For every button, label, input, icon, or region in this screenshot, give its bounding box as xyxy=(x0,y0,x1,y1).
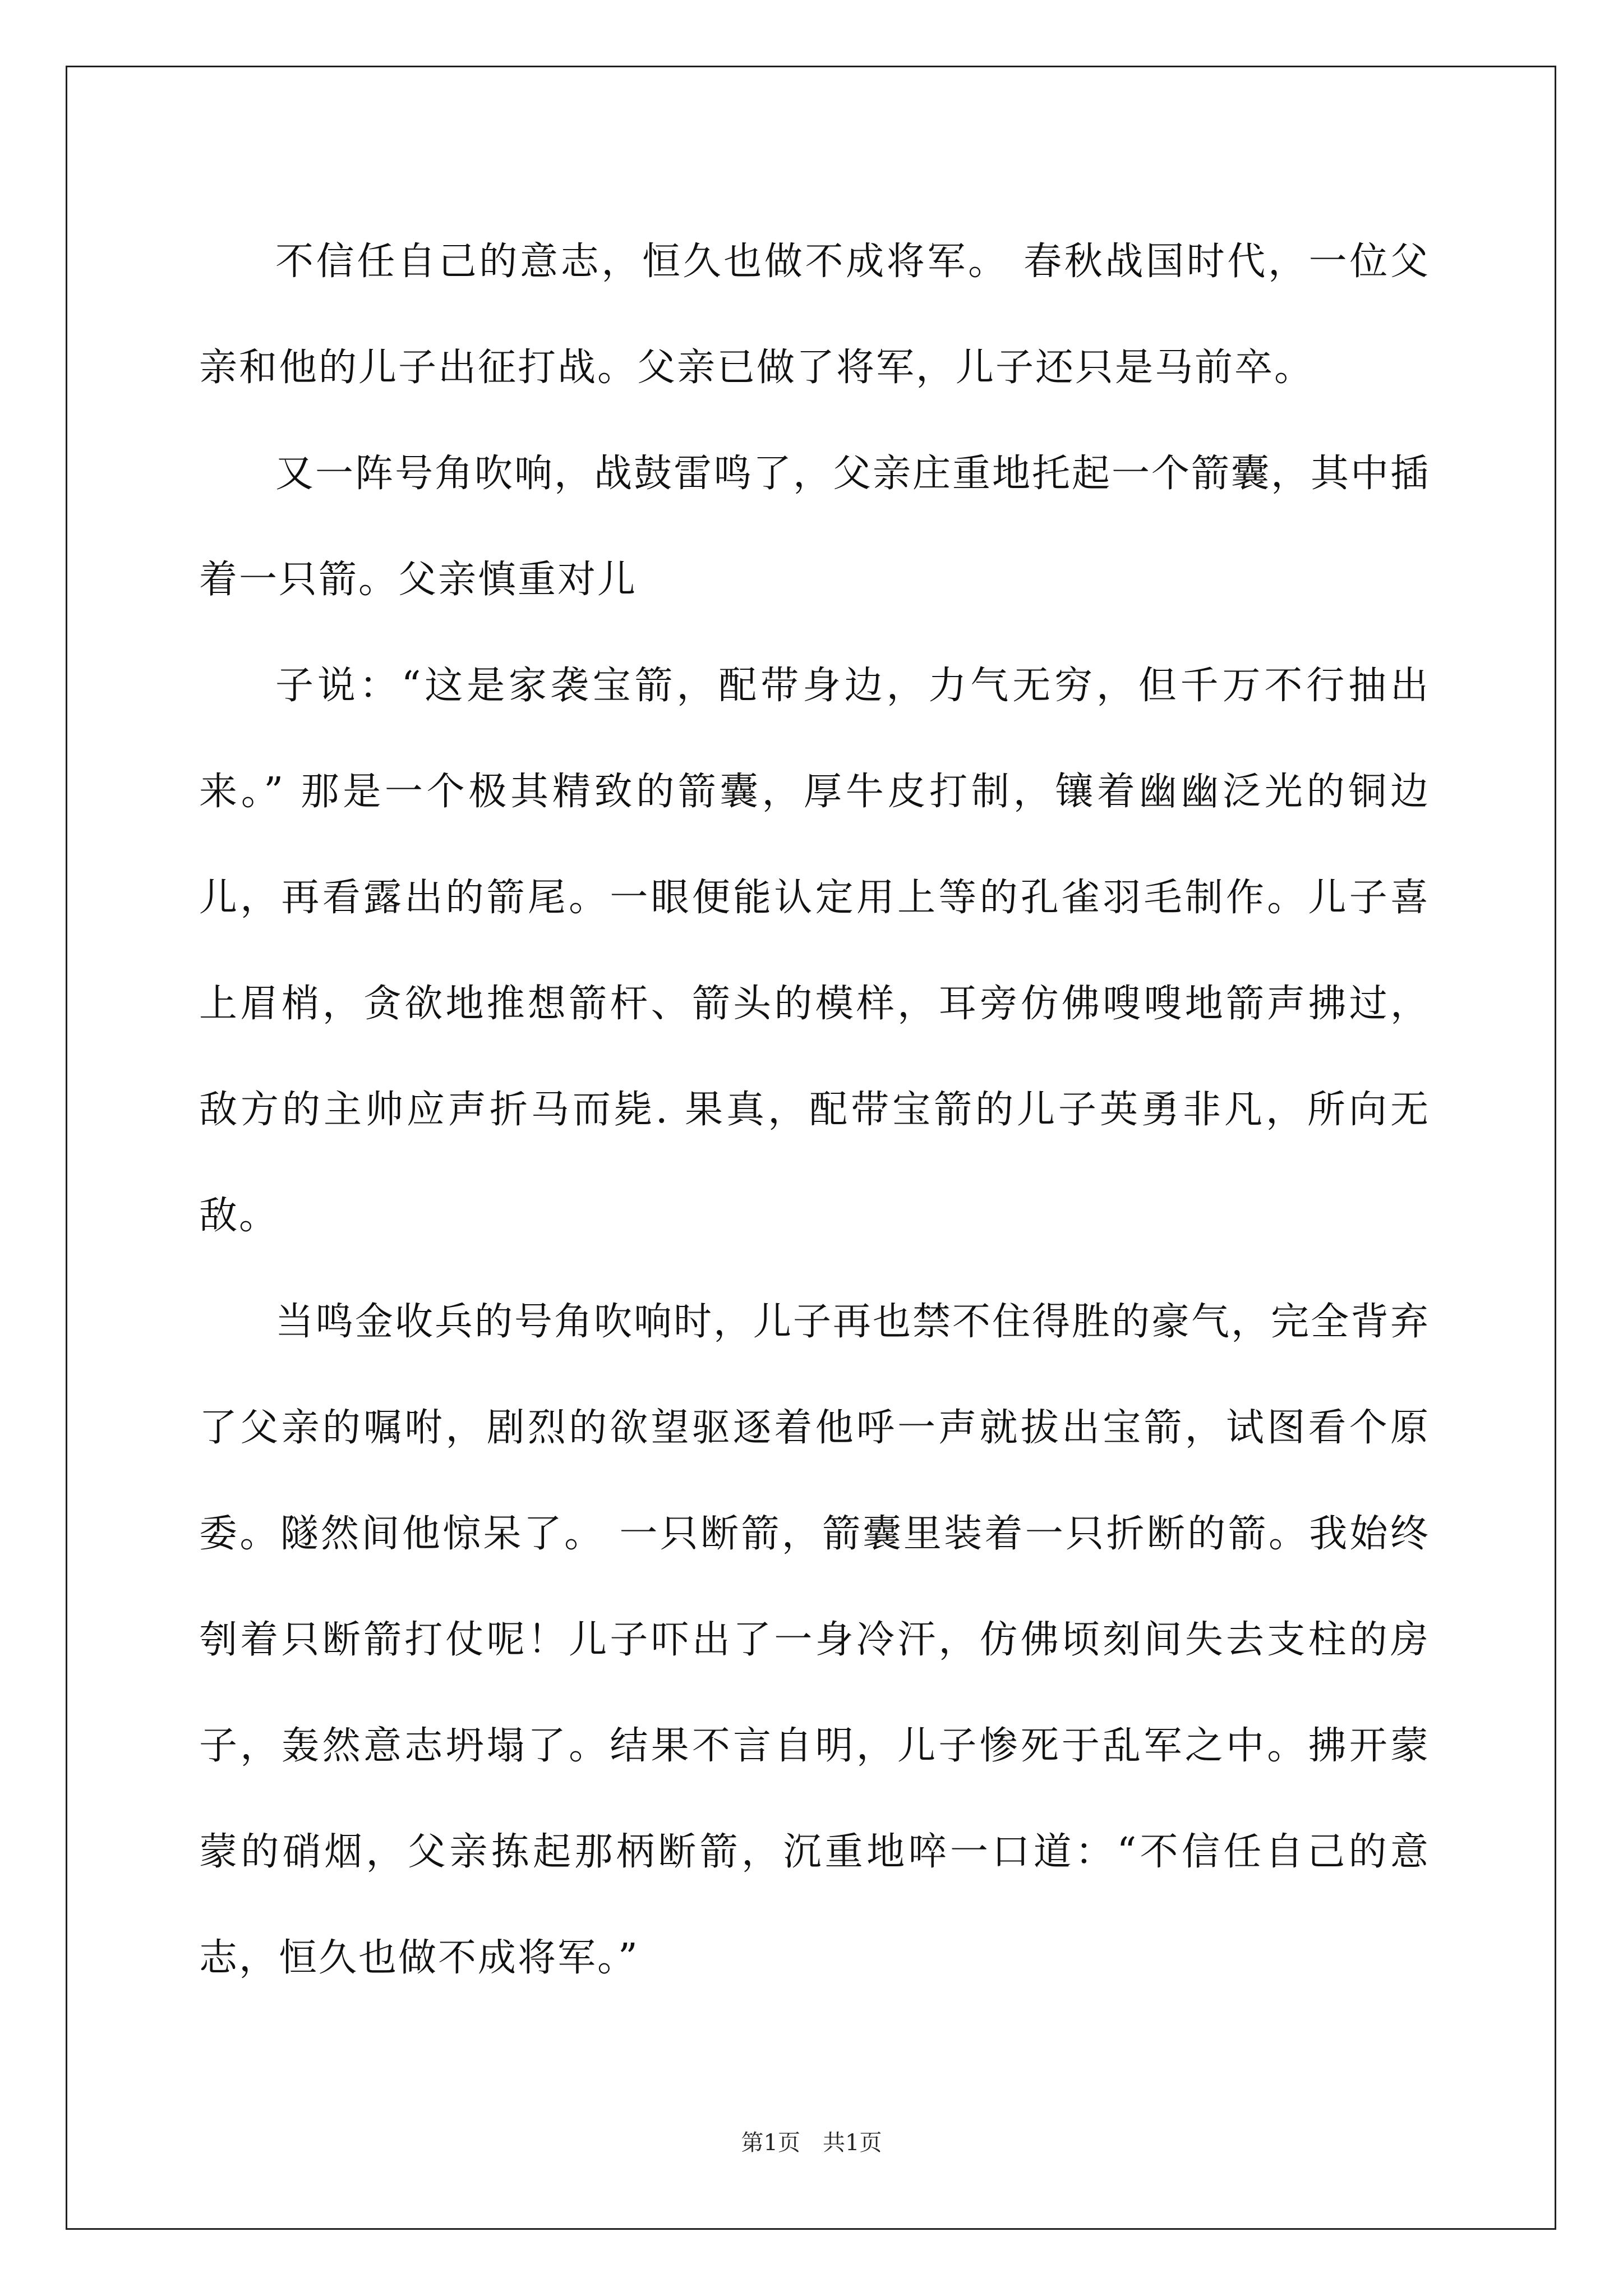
document-body xyxy=(199,209,1430,2011)
paragraph-2: 又一阵号角吹响，战鼓雷鸣了，父亲庄重地托起一个箭囊，其中插着一只箭。父亲慎重对儿 xyxy=(199,452,1431,602)
paragraph-3: 子说：“这是家袭宝箭，配带身边，力气无穷，但千万不行抽出来。” 那是一个极其精致的箭囊，厚牛皮打制，镶着幽幽泛光的铜边儿，再看露出的箭尾。一眼便能认定用上等的孔雀羽毛制作。儿子喜上眉梢，贪欲地推想箭杆、箭头的模样，耳旁仿佛嗖嗖地箭声拂过，敌方的主帅应声折马而毙. 果真，配带宝箭的儿子英勇非凡，所向无敌。 xyxy=(199,664,1430,1238)
paragraph-4: 当鸣金收兵的号角吹响时，儿子再也禁不住得胜的豪气，完全背弃了父亲的嘱咐，剧烈的欲望驱逐着他呼一声就拔出宝箭，试图看个原委。隧然间他惊呆了。 一只断箭，箭囊里装着一只折断的箭。我始终刳着只断箭打仗呢！儿子吓出了一身冷汗，仿佛顷刻间失去支柱的房子，轰然意志坍塌了。结果不言自明，儿子惨死于乱军之中。拂开蒙蒙的硝烟，父亲拣起那柄断箭，沉重地啐一口道：“不信任自己的意志，恒久也做不成将军。” xyxy=(199,1300,1431,1980)
paragraph-1: 不信任自己的意志，恒久也做不成将军。 春秋战国时代，一位父亲和他的儿子出征打战。父亲已做了将军，儿子还只是马前卒。 xyxy=(199,240,1430,390)
page-number-footer: 第1页 共1页 xyxy=(741,2130,882,2156)
